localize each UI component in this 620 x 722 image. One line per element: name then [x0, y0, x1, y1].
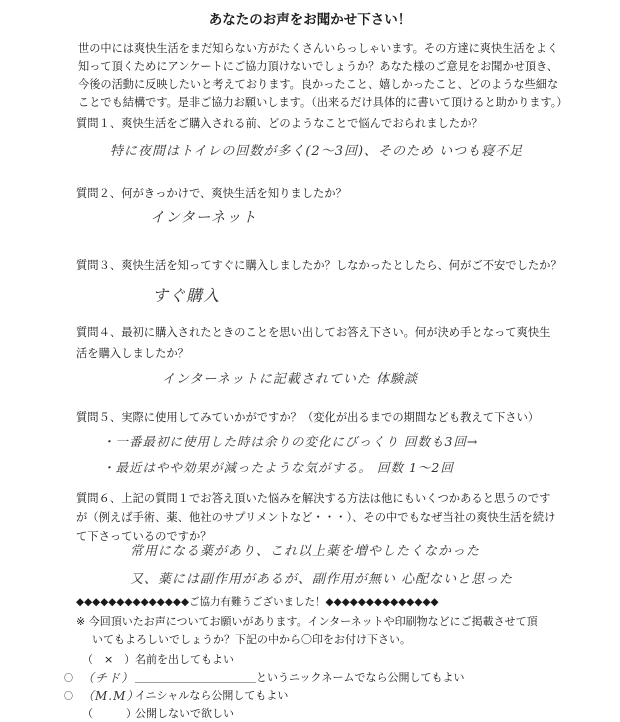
publication-note-line2: いてもよろしいでしょうか？下記の中から〇印をお付け下さい。 — [92, 633, 411, 646]
answer-6-line2: 又、薬には副作用があるが、副作用が無い 心配ないと思った — [130, 572, 514, 587]
option-paren: （ × ） — [82, 653, 136, 666]
option-label: 名前を出してもよい — [135, 653, 234, 666]
option-mark: 〇 — [64, 674, 74, 684]
question-4-line1: 質問４、最初に購入されたときのことを思い出してお答え下さい。何が決め手となって爽快生 — [76, 326, 551, 339]
answer-5-line1: ・一番最初に使用した時は余りの変化にびっくり 回数も3回→ — [102, 434, 479, 449]
answer-3: すぐ購入 — [152, 286, 221, 305]
intro-line: 世の中には爽快生活をまだ知らない方がたくさんいらっしゃいます。その方達に爽快生活をよく — [78, 42, 559, 55]
option-paren: （チド） — [82, 671, 135, 685]
option-mark: 〇 — [64, 692, 74, 702]
question-3: 質問３、爽快生活を知ってすぐに購入しましたか？しなかったとしたら、何がご不安でしたか？ — [76, 259, 562, 272]
thanks-banner: ◆◆◆◆◆◆◆◆◆◆◆◆◆◆ご協力有難うございました！◆◆◆◆◆◆◆◆◆◆◆◆◆◆ — [76, 596, 439, 608]
option-paren: （ ） — [82, 707, 137, 720]
page-title: あなたのお声をお聞かせ下さい！ — [208, 12, 412, 28]
question-2: 質問２、何がきっかけで、爽快生活を知りましたか？ — [76, 187, 347, 200]
answer-1: 特に夜間はトイレの回数が多く(2～3回)、そのため いつも寝不足 — [110, 144, 524, 159]
question-5: 質問５、実際に使用してみていかがですか？（変化が出るまでの期間なども教えて下さい） — [76, 411, 540, 424]
question-1: 質問１、爽快生活をご購入される前、どのようなことで悩んでおられましたか？ — [76, 117, 483, 130]
option-label: イニシャルなら公開してもよい — [135, 689, 289, 702]
question-6-line2: が（例えば手術、薬、他社のサプリメントなど・・・）、その中でもなぜ当社の爽快生活を続け — [76, 511, 556, 524]
question-6-line1: 質問６、上記の質問１でお答え頂いた悩みを解決する方法は他にもいくつかあると思うのです — [76, 492, 551, 505]
intro-line: 今後の活動に反映したいと考えております。良かったこと、嬉しかったこと、どのような些細な — [78, 78, 559, 91]
option-label: 公開しないで欲しい — [135, 707, 234, 720]
question-6-line3: て下さっているのですか？ — [76, 530, 212, 543]
answer-6-line1: 常用になる薬があり、これ以上薬を増やしたくなかった — [130, 544, 481, 559]
option-paren: （M.M） — [82, 689, 140, 703]
answer-4: インターネットに記載されていた 体験談 — [162, 372, 418, 387]
question-4-line2: 活を購入しましたか？ — [76, 347, 189, 360]
answer-5-line2: ・最近はやや効果が減ったような気がする。 回数 1～2回 — [102, 460, 454, 475]
intro-line: 知って頂くためにアンケートにご協力頂けないでしょうか？あなた様のご意見をお聞かせ頂き、 — [78, 60, 558, 73]
option-label: ＿＿＿＿＿＿＿＿＿＿＿というニックネームでなら公開してもよい — [135, 671, 465, 684]
answer-2: インターネット — [150, 210, 258, 226]
intro-line: ことでも結構です。是非ご協力お願いします。（出来るだけ具体的に書いて頂けると助かります。） — [78, 96, 568, 109]
publication-note-line1: ※ 今回頂いたお声についてお願いがあります。インターネットや印刷物などにご掲載させて頂 — [76, 615, 538, 628]
